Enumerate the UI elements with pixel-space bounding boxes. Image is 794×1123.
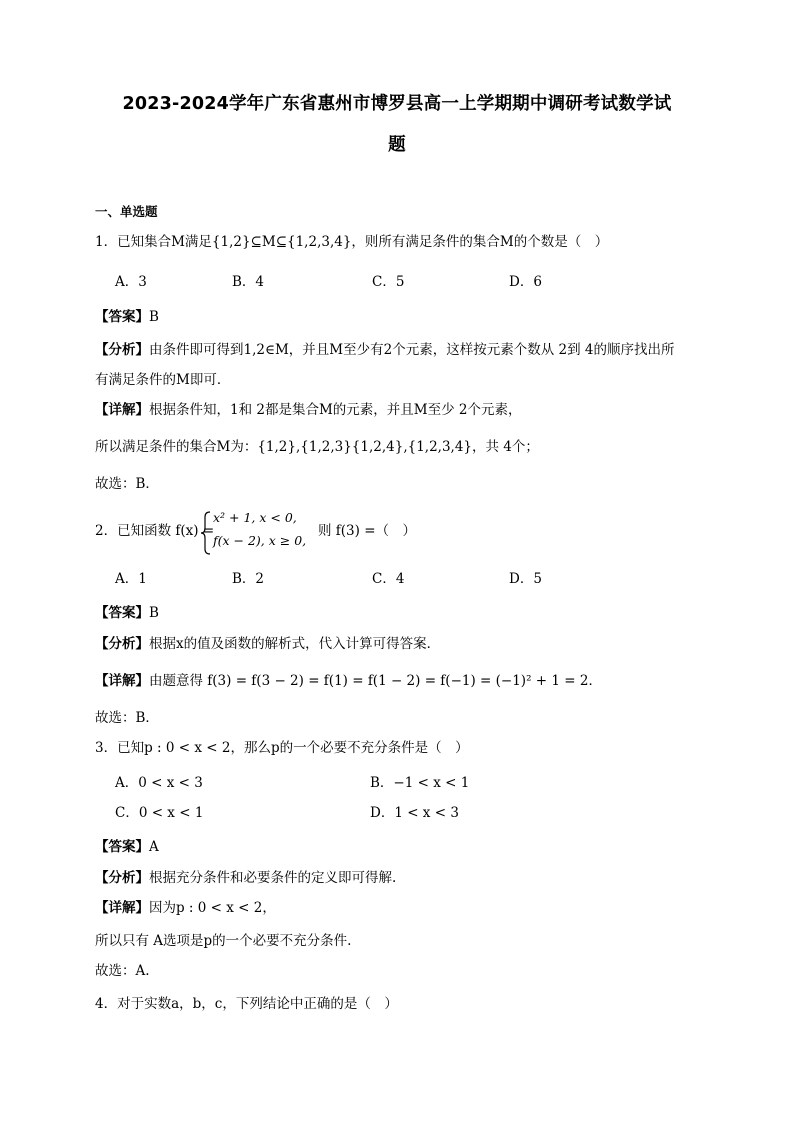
question-1-detail-line-1 (95, 400, 522, 420)
question-2-option-a: A．1 (115, 571, 147, 587)
question-1-analysis-line-1 (95, 340, 674, 360)
question-3-conclusion: 故选：A. (95, 963, 150, 979)
question-3-detail-line-2: 所以只有 A选项是p的一个必要不充分条件. (95, 933, 352, 949)
analysis-text: 由条件即可得到1,2∈M，并且M至少有2个元素，这样按元素个数从 2到 4的顺序找出所 (149, 342, 675, 358)
question-1-detail-line-2: 所以满足条件的集合M为：{1,2},{1,2,3}{1,2,4},{1,2,3,4}，共 4个； (95, 439, 539, 455)
left-brace-icon (200, 510, 212, 556)
question-3-option-c: C．0 < x < 1 (115, 805, 204, 821)
detail-text: 根据条件知，1和 2都是集合M的元素，并且M至少 2个元素， (149, 402, 522, 418)
question-3-option-d: D．1 < x < 3 (370, 805, 459, 821)
question-2-option-d: D．5 (509, 571, 542, 587)
detail-text: 因为p : 0 < x < 2， (149, 900, 276, 916)
answer-tag: 【答案】 (95, 605, 149, 621)
document-title-line-2: 题 (388, 135, 406, 155)
question-3-stem: 3．已知p : 0 < x < 2，那么p的一个必要不充分条件是（ ） (95, 740, 469, 756)
question-3-detail-line-1 (95, 898, 276, 918)
question-1-answer (95, 307, 159, 327)
answer-value: A (149, 839, 159, 855)
question-2-option-c: C．4 (372, 571, 405, 587)
question-1-stem: 1．已知集合M满足{1,2}⊆M⊆{1,2,3,4}，则所有满足条件的集合M的个数是（ ） (95, 234, 609, 250)
answer-tag: 【答案】 (95, 309, 149, 325)
question-3-option-a: A．0 < x < 3 (115, 775, 203, 791)
question-1-option-d: D．6 (509, 274, 542, 290)
question-2-stem-suffix: 则 f(3) =（ ） (318, 523, 417, 539)
analysis-tag: 【分析】 (95, 636, 149, 652)
question-3-answer (95, 837, 159, 857)
question-3-analysis (95, 868, 396, 888)
question-3-option-b: B．−1 < x < 1 (370, 775, 470, 791)
question-2-analysis (95, 634, 440, 654)
answer-tag: 【答案】 (95, 839, 149, 855)
question-2-piecewise-function (200, 510, 318, 556)
question-2-option-b: B．2 (232, 571, 265, 587)
analysis-tag: 【分析】 (95, 870, 149, 886)
question-1-option-a: A．3 (115, 274, 147, 290)
analysis-text: 根据x的值及函数的解析式，代入计算可得答案． (149, 636, 441, 652)
detail-tag: 【详解】 (95, 900, 149, 916)
question-4-stem: 4．对于实数a，b，c，下列结论中正确的是（ ） (95, 996, 398, 1012)
analysis-text: 根据充分条件和必要条件的定义即可得解. (149, 870, 397, 886)
detail-text: 由题意得 f(3) = f(3 − 2) = f(1) = f(1 − 2) = f(−1) = (−1)² + 1 = 2． (149, 673, 602, 689)
question-2-answer (95, 603, 159, 623)
section-heading-single-choice: 一、单选题 (95, 204, 158, 219)
piecewise-case-2: f(x − 2), x ≥ 0, (213, 533, 307, 548)
question-1-conclusion: 故选：B． (95, 476, 159, 492)
answer-value: B (149, 605, 159, 621)
question-1-option-c: C．5 (372, 274, 405, 290)
question-2-conclusion: 故选：B． (95, 710, 159, 726)
question-2-detail (95, 671, 602, 691)
question-2-stem-prefix: 2．已知函数 f(x) = (95, 523, 215, 539)
answer-value: B (149, 309, 159, 325)
document-title-line-1: 2023-2024学年广东省惠州市博罗县高一上学期期中调研考试数学试 (122, 94, 672, 114)
piecewise-case-1: x² + 1, x < 0, (213, 510, 297, 525)
detail-tag: 【详解】 (95, 402, 149, 418)
analysis-tag: 【分析】 (95, 342, 149, 358)
detail-tag: 【详解】 (95, 673, 149, 689)
question-1-option-b: B．4 (232, 274, 265, 290)
question-1-analysis-line-2: 有满足条件的M即可． (95, 372, 231, 388)
